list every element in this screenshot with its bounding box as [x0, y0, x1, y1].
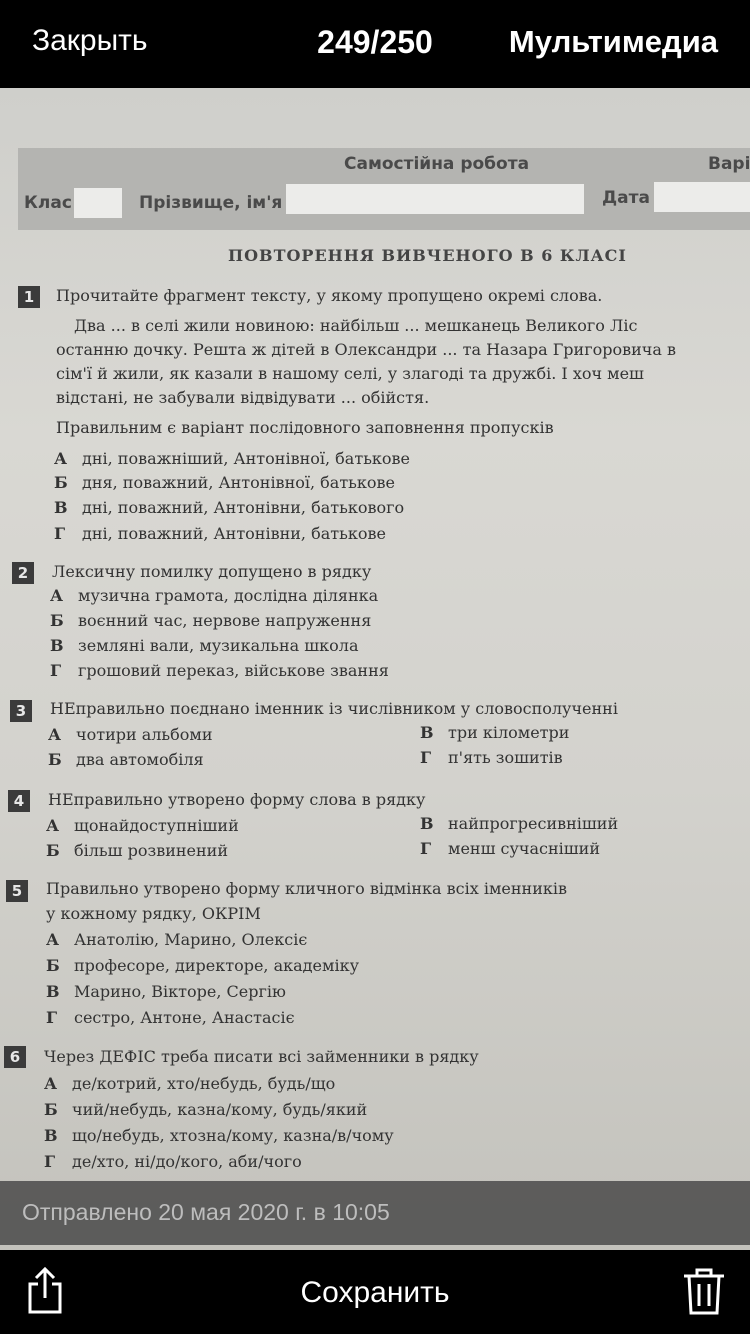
option-letter: В [54, 498, 68, 517]
question-prompt: Через ДЕФІС треба писати всі займенники в рядку [44, 1047, 479, 1066]
worksheet-title: Самостійна робота [344, 154, 530, 174]
option-letter: А [54, 449, 68, 468]
option-letter: А [44, 1074, 58, 1093]
question-number: 6 [4, 1046, 26, 1068]
media-button[interactable]: Мультимедиа [508, 24, 718, 59]
answer-option [50, 611, 371, 630]
option-letter: В [420, 814, 434, 833]
answer-option [48, 725, 213, 744]
bottom-bar [0, 1250, 750, 1334]
worksheet-photo [0, 88, 750, 1250]
answer-option [54, 524, 386, 543]
option-text: менш сучасніший [448, 839, 600, 858]
answer-option [50, 636, 358, 655]
answer-option [420, 748, 563, 767]
option-text: професоре, директоре, академіку [74, 956, 359, 975]
question-number: 3 [10, 700, 32, 722]
option-text: чий/небудь, казна/кому, будь/який [72, 1100, 368, 1119]
class-box [74, 188, 122, 218]
answer-option [44, 1126, 394, 1145]
top-bar [0, 0, 750, 88]
name-label: Прізвище, ім'я [139, 193, 283, 213]
option-letter: Б [46, 841, 60, 860]
option-text: Марино, Вікторе, Сергію [74, 982, 286, 1001]
class-label: Клас [24, 193, 72, 213]
question-number: 4 [8, 790, 30, 812]
option-letter: Г [50, 661, 62, 680]
option-text: два автомобіля [76, 750, 204, 769]
close-button[interactable]: Закрыть [32, 24, 148, 57]
option-letter: Г [420, 748, 432, 767]
question-prompt: НЕправильно поєднано іменник із числівником у словосполученні [50, 699, 618, 718]
sent-info-bar [0, 1181, 750, 1245]
question-prompt: НЕправильно утворено форму слова в рядку [48, 790, 426, 809]
option-letter: Г [44, 1152, 56, 1171]
answer-option [54, 449, 410, 468]
option-text: дні, поважніший, Антонівної, батькове [82, 449, 411, 468]
option-text: музична грамота, дослідна ділянка [78, 586, 379, 605]
answer-option [46, 841, 228, 860]
option-letter: В [44, 1126, 58, 1145]
option-letter: В [50, 636, 64, 655]
question-number: 5 [6, 880, 28, 902]
answer-option [50, 661, 389, 680]
answer-option [44, 1100, 367, 1119]
name-box [286, 184, 584, 214]
answer-option [44, 1152, 302, 1171]
option-text: де/хто, ні/до/кого, аби/чого [72, 1152, 302, 1171]
question-number: 1 [18, 286, 40, 308]
option-text: дні, поважний, Антонівни, батькове [82, 524, 386, 543]
option-letter: Б [46, 956, 60, 975]
answer-option [44, 1074, 335, 1093]
option-text: сестро, Антоне, Анастасіє [74, 1008, 295, 1027]
option-text: воєнний час, нервове напруження [78, 611, 372, 630]
question-number: 2 [12, 562, 34, 584]
option-letter: Г [46, 1008, 58, 1027]
question-prompt: у кожному рядку, ОКРІМ [46, 904, 261, 923]
option-text: найпрогресивніший [448, 814, 619, 833]
sent-timestamp: Отправлено 20 мая 2020 г. в 10:05 [22, 1199, 390, 1225]
option-text: де/котрий, хто/небудь, будь/що [72, 1074, 336, 1093]
answer-option [54, 473, 395, 492]
answer-option [420, 839, 600, 858]
answer-option [54, 498, 404, 517]
delete-button[interactable] [682, 1266, 726, 1316]
option-text: земляні вали, музикальна школа [78, 636, 359, 655]
question-subprompt: Правильним є варіант послідовного заповнення пропусків [56, 418, 554, 437]
photo-viewer[interactable] [0, 88, 750, 1250]
answer-option [46, 1008, 295, 1027]
option-letter: А [46, 816, 60, 835]
option-letter: Б [50, 611, 64, 630]
option-text: дні, поважний, Антонівни, батькового [82, 498, 405, 517]
option-text: п'ять зошитів [448, 748, 563, 767]
answer-option [46, 930, 307, 949]
photo-counter: 249/250 [317, 24, 433, 60]
option-text: більш розвинений [74, 841, 228, 860]
variant-label: Варі [708, 154, 750, 174]
option-letter: В [46, 982, 60, 1001]
option-letter: В [420, 723, 434, 742]
question-prompt: Лексичну помилку допущено в рядку [52, 562, 372, 581]
save-button[interactable]: Сохранить [300, 1276, 450, 1309]
option-letter: Б [44, 1100, 58, 1119]
date-label: Дата [602, 188, 650, 208]
answer-option [50, 586, 378, 605]
option-text: щонайдоступніший [74, 816, 239, 835]
option-letter: Г [54, 524, 66, 543]
option-text: чотири альбоми [76, 725, 213, 744]
text-line: сім'ї й жили, як казали в нашому селі, у злагоді та дружбі. І хоч меш [56, 364, 644, 383]
option-letter: А [48, 725, 62, 744]
option-text: дня, поважний, Антонівної, батькове [82, 473, 395, 492]
option-letter: Б [48, 750, 62, 769]
text-line: відстані, не забували відвідувати ... обійстя. [56, 388, 430, 407]
date-box [654, 182, 750, 212]
option-text: Анатолію, Марино, Олексіє [74, 930, 308, 949]
answer-option [48, 750, 204, 769]
option-text: три кілометри [448, 723, 570, 742]
option-letter: А [46, 930, 60, 949]
answer-option [420, 723, 569, 742]
answer-option [46, 982, 286, 1001]
answer-option [420, 814, 618, 833]
option-letter: А [50, 586, 64, 605]
trash-icon [682, 1266, 726, 1316]
option-letter: Б [54, 473, 68, 492]
answer-option [46, 816, 239, 835]
answer-option [46, 956, 359, 975]
option-letter: Г [420, 839, 432, 858]
option-text: грошовий переказ, військове звання [78, 661, 389, 680]
worksheet-header [18, 148, 750, 230]
question-prompt: Правильно утворено форму кличного відмінка всіх іменників [46, 879, 567, 898]
text-line: Два ... в селі жили новиною: найбільш ... мешканець Великого Ліс [74, 316, 638, 335]
option-text: що/небудь, хтозна/кому, казна/в/чому [72, 1126, 394, 1145]
section-title: ПОВТОРЕННЯ ВИВЧЕНОГО В 6 КЛАСІ [228, 246, 627, 265]
text-line: останню дочку. Решта ж дітей в Олександри ... та Назара Григоровича в [56, 340, 676, 359]
question-prompt: Прочитайте фрагмент тексту, у якому пропущено окремі слова. [56, 286, 603, 305]
